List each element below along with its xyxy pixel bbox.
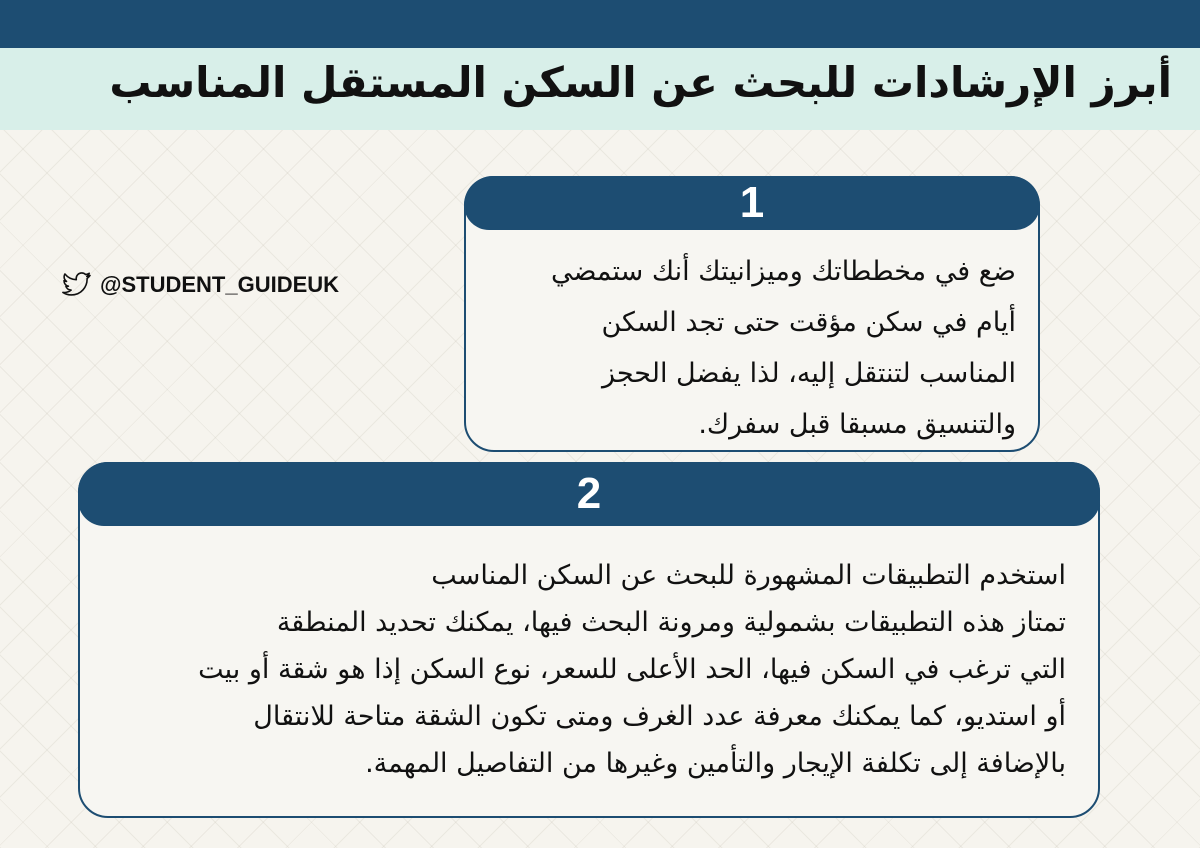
text-line: أيام في سكن مؤقت حتى تجد السكن [601,307,1016,338]
text-line: بالإضافة إلى تكلفة الإيجار والتأمين وغيرها من التفاصيل المهمة. [365,748,1066,779]
tip-card-1-text [488,246,1016,450]
text-line: التي ترغب في السكن فيها، الحد الأعلى للسعر، نوع السكن إذا هو شقة أو بيت [198,654,1066,685]
twitter-bird-icon [62,272,92,298]
text-line: تمتاز هذه التطبيقات بشمولية ومرونة البحث فيها، يمكنك تحديد المنطقة [276,607,1066,638]
text-line: المناسب لتنتقل إليه، لذا يفضل الحجز [601,358,1016,389]
text-line: ضع في مخططاتك وميزانيتك أنك ستمضي [551,256,1016,287]
tip-card-2 [78,462,1100,818]
top-banner-bar [0,0,1200,48]
tip-number-2: 2 [576,469,602,518]
tip-card-2-header [78,462,1100,526]
text-line: أو استديو، كما يمكنك معرفة عدد الغرف ومتى تكون الشقة متاحة للانتقال [253,701,1066,732]
text-line: والتنسيق مسبقا قبل سفرك. [698,409,1016,440]
page-title: أبرز الإرشادات للبحث عن السكن المستقل المناسب [109,58,1172,107]
social-handle [62,272,339,298]
tip-card-1 [464,176,1040,452]
tip-number-1: 1 [739,178,765,227]
text-line: استخدم التطبيقات المشهورة للبحث عن السكن المناسب [431,560,1066,591]
social-handle-text: @STUDENT_GUIDEUK [100,272,340,297]
title-band [0,48,1200,130]
tip-card-2-text [106,552,1066,787]
tip-card-1-header [464,176,1040,230]
